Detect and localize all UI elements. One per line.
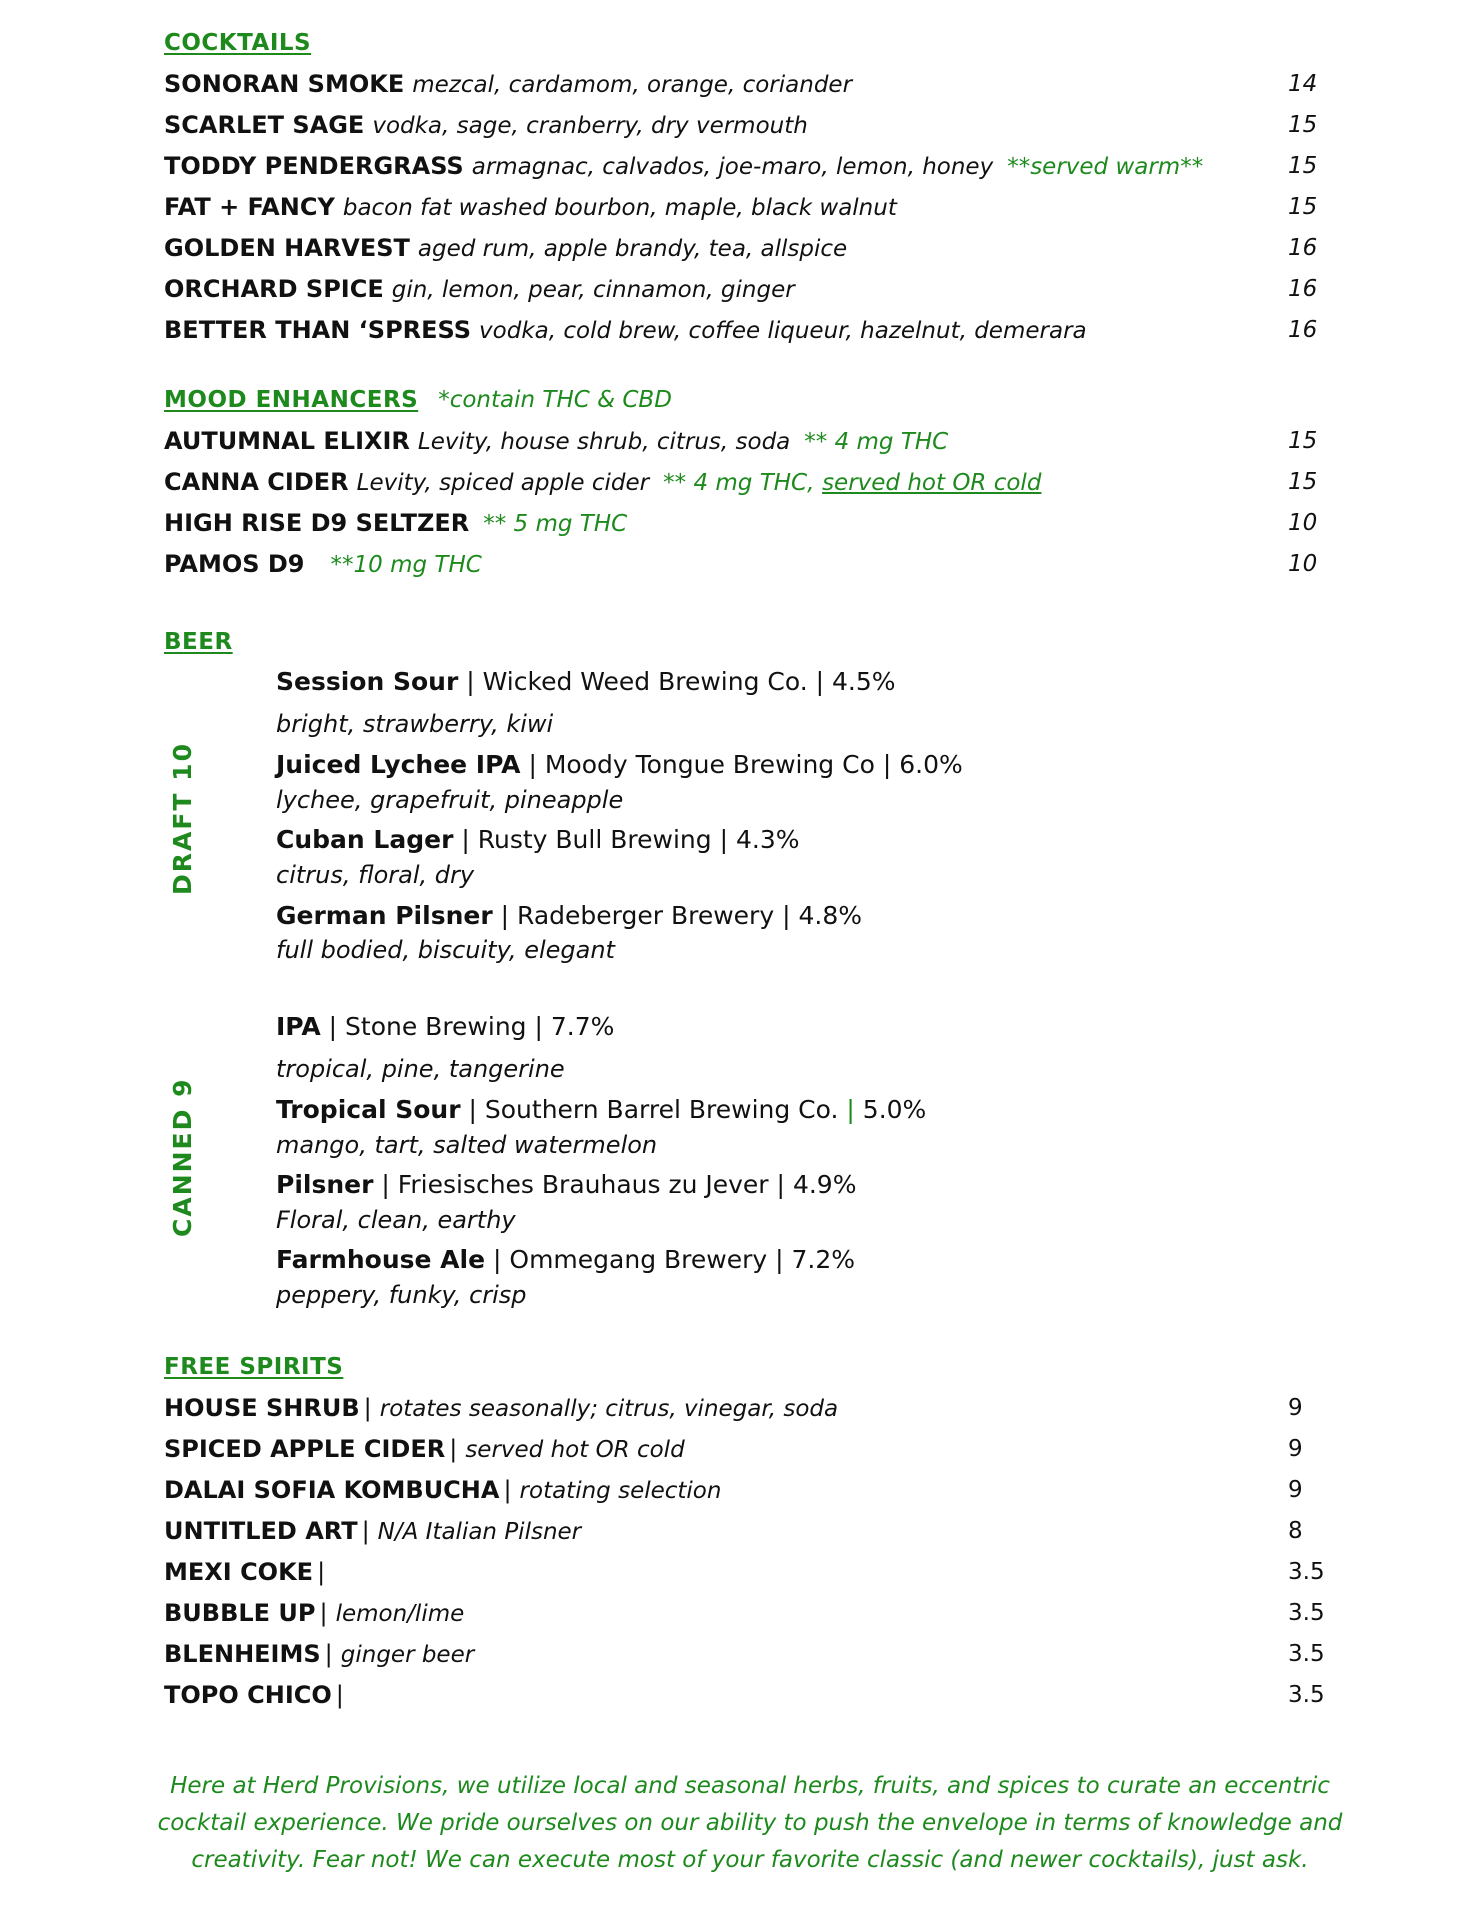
item-price: 9 bbox=[1288, 1395, 1303, 1421]
beer-name: Cuban Lager bbox=[276, 825, 454, 854]
beer-notes: full bodied, biscuity, elegant bbox=[276, 936, 615, 964]
beer-item: Juiced Lychee IPA | Moody Tongue Brewing Co | 6.0% bbox=[276, 750, 963, 779]
item-name: ORCHARD SPICE bbox=[164, 275, 384, 303]
beer-notes: lychee, grapefruit, pineapple bbox=[276, 786, 624, 814]
beer-item: Session Sour | Wicked Weed Brewing Co. | 4.5% bbox=[276, 667, 896, 696]
item-name: SPICED APPLE CIDER bbox=[164, 1435, 446, 1463]
item-desc: ginger beer bbox=[340, 1642, 475, 1668]
beer-notes: Floral, clean, earthy bbox=[276, 1206, 516, 1234]
item-price: 15 bbox=[1288, 428, 1318, 454]
item-desc: mezcal, cardamom, orange, coriander bbox=[412, 72, 853, 98]
item-price: 10 bbox=[1288, 551, 1318, 577]
item-desc: armagnac, calvados, joe-maro, lemon, honey bbox=[471, 154, 994, 180]
item-price: 16 bbox=[1288, 317, 1318, 343]
item-price: 15 bbox=[1288, 469, 1318, 495]
beer-name: Session Sour bbox=[276, 667, 459, 696]
menu-item bbox=[164, 547, 1364, 581]
beer-item: German Pilsner | Radeberger Brewery | 4.8% bbox=[276, 901, 862, 930]
item-name: BLENHEIMS bbox=[164, 1640, 321, 1668]
serve-link: served hot OR cold bbox=[822, 470, 1042, 496]
menu-item bbox=[164, 272, 1364, 306]
item-note: ** 5 mg THC bbox=[483, 511, 628, 537]
menu-item: SPICED APPLE CIDER | served hot OR cold 9 bbox=[164, 1432, 1364, 1466]
menu-item bbox=[164, 190, 1364, 224]
abv: 4.5% bbox=[832, 667, 896, 696]
item-desc: rotates seasonally; citrus, vinegar, soda bbox=[379, 1396, 839, 1422]
item-desc: aged rum, apple brandy, tea, allspice bbox=[417, 236, 848, 262]
item-price: 15 bbox=[1288, 194, 1318, 220]
brewery: Southern Barrel Brewing Co. bbox=[484, 1095, 839, 1124]
menu-item bbox=[164, 465, 1364, 499]
beer-name: German Pilsner bbox=[276, 901, 493, 930]
menu-item: HOUSE SHRUB | rotates seasonally; citrus, vinegar, soda 9 bbox=[164, 1391, 1364, 1425]
mood-heading bbox=[164, 385, 672, 415]
abv: 4.9% bbox=[792, 1170, 857, 1199]
item-price: 3.5 bbox=[1288, 1559, 1325, 1585]
brewery: Radeberger Brewery bbox=[517, 901, 775, 930]
beer-notes: citrus, floral, dry bbox=[276, 861, 475, 889]
beer-item: IPA | Stone Brewing | 7.7% bbox=[276, 1012, 615, 1041]
beer-name: Tropical Sour bbox=[276, 1095, 461, 1124]
item-name: GOLDEN HARVEST bbox=[164, 234, 410, 262]
item-desc: vodka, sage, cranberry, dry vermouth bbox=[372, 113, 808, 139]
beer-name: Pilsner bbox=[276, 1170, 374, 1199]
item-name: HOUSE SHRUB bbox=[164, 1394, 360, 1422]
item-name: AUTUMNAL ELIXIR bbox=[164, 427, 410, 455]
item-name: TODDY PENDERGRASS bbox=[164, 152, 464, 180]
beer-notes: bright, strawberry, kiwi bbox=[276, 710, 554, 738]
beer-notes: tropical, pine, tangerine bbox=[276, 1055, 565, 1083]
beer-item: Pilsner | Friesisches Brauhaus zu Jever | 4.9% bbox=[276, 1170, 857, 1199]
item-name: CANNA CIDER bbox=[164, 468, 349, 496]
item-name: TOPO CHICO bbox=[164, 1681, 332, 1709]
item-desc: N/A Italian Pilsner bbox=[377, 1519, 582, 1545]
item-price: 3.5 bbox=[1288, 1682, 1325, 1708]
menu-item bbox=[164, 313, 1364, 347]
abv: 4.3% bbox=[735, 825, 800, 854]
item-desc: vodka, cold brew, coffee liqueur, hazelnut, demerara bbox=[479, 318, 1087, 344]
item-name: PAMOS D9 bbox=[164, 550, 305, 578]
abv: 7.7% bbox=[550, 1012, 615, 1041]
beer-name: Farmhouse Ale bbox=[276, 1245, 486, 1274]
item-price: 9 bbox=[1288, 1436, 1303, 1462]
item-note: **served warm** bbox=[1007, 154, 1204, 180]
beer-item: Farmhouse Ale | Ommegang Brewery | 7.2% bbox=[276, 1245, 856, 1274]
menu-item bbox=[164, 506, 1364, 540]
abv: 6.0% bbox=[899, 750, 963, 779]
menu-item bbox=[164, 149, 1364, 183]
item-name: BETTER THAN ‘SPRESS bbox=[164, 316, 472, 344]
abv: 7.2% bbox=[791, 1245, 856, 1274]
item-desc: served hot OR cold bbox=[465, 1437, 685, 1463]
menu-item: DALAI SOFIA KOMBUCHA | rotating selection 9 bbox=[164, 1473, 1364, 1507]
item-name: UNTITLED ART bbox=[164, 1517, 358, 1545]
item-name: SCARLET SAGE bbox=[164, 111, 365, 139]
brewery: Friesisches Brauhaus zu Jever bbox=[397, 1170, 769, 1199]
beer-notes: peppery, funky, crisp bbox=[276, 1281, 527, 1309]
item-price: 3.5 bbox=[1288, 1600, 1325, 1626]
brewery: Moody Tongue Brewing Co bbox=[544, 750, 875, 779]
item-desc: lemon/lime bbox=[335, 1601, 465, 1627]
item-name: MEXI COKE bbox=[164, 1558, 314, 1586]
beer-item: Tropical Sour | Southern Barrel Brewing Co. | 5.0% bbox=[276, 1095, 927, 1124]
item-desc: rotating selection bbox=[519, 1478, 722, 1504]
item-price: 3.5 bbox=[1288, 1641, 1325, 1667]
item-price: 16 bbox=[1288, 235, 1318, 261]
item-note: ** 4 mg THC bbox=[804, 429, 949, 455]
item-desc: gin, lemon, pear, cinnamon, ginger bbox=[391, 277, 795, 303]
item-price: 9 bbox=[1288, 1477, 1303, 1503]
cocktails-heading: COCKTAILS bbox=[164, 30, 312, 56]
item-note: ** 4 mg THC, bbox=[663, 470, 815, 496]
item-desc: Levity, spiced apple cider bbox=[356, 470, 650, 496]
beer-name: IPA bbox=[276, 1012, 321, 1041]
brewery: Stone Brewing bbox=[345, 1012, 527, 1041]
mood-title: MOOD ENHANCERS bbox=[164, 387, 419, 413]
menu-item: BUBBLE UP | lemon/lime 3.5 bbox=[164, 1596, 1364, 1630]
item-name: SONORAN SMOKE bbox=[164, 70, 405, 98]
canned-label: CANNED 9 bbox=[168, 1077, 197, 1237]
menu-item: UNTITLED ART | N/A Italian Pilsner 8 bbox=[164, 1514, 1364, 1548]
beer-name: Juiced Lychee IPA bbox=[276, 750, 521, 779]
beer-heading: BEER bbox=[164, 629, 233, 655]
item-desc: bacon fat washed bourbon, maple, black walnut bbox=[342, 195, 897, 221]
brewery: Ommegang Brewery bbox=[509, 1245, 768, 1274]
menu-item: BLENHEIMS | ginger beer 3.5 bbox=[164, 1637, 1364, 1671]
menu-item bbox=[164, 67, 1364, 101]
item-name: BUBBLE UP bbox=[164, 1599, 316, 1627]
menu-item bbox=[164, 231, 1364, 265]
beer-notes: mango, tart, salted watermelon bbox=[276, 1131, 658, 1159]
item-name: HIGH RISE D9 SELTZER bbox=[164, 509, 470, 537]
item-price: 10 bbox=[1288, 510, 1318, 536]
item-name: FAT + FANCY bbox=[164, 193, 335, 221]
beer-item: Cuban Lager | Rusty Bull Brewing | 4.3% bbox=[276, 825, 800, 854]
item-note: **10 mg THC bbox=[330, 552, 482, 578]
item-price: 15 bbox=[1288, 112, 1318, 138]
menu-item bbox=[164, 424, 1364, 458]
mood-note: *contain THC & CBD bbox=[438, 387, 672, 413]
item-price: 8 bbox=[1288, 1518, 1303, 1544]
menu-item: TOPO CHICO | 3.5 bbox=[164, 1678, 1364, 1712]
menu-item bbox=[164, 108, 1364, 142]
footer-blurb: Here at Herd Provisions, we utilize local and seasonal herbs, fruits, and spices to curate an eccentric cocktail experience. We pride ourselves on our ability to push the envelope in terms of knowledge and creativity. Fear not! We can execute most of your favorite classic (and newer cocktails), just ask. bbox=[157, 1773, 1343, 1873]
item-name: DALAI SOFIA KOMBUCHA bbox=[164, 1476, 500, 1504]
item-price: 15 bbox=[1288, 153, 1318, 179]
item-price: 14 bbox=[1288, 71, 1318, 97]
item-price: 16 bbox=[1288, 276, 1318, 302]
abv: 4.8% bbox=[798, 901, 862, 930]
brewery: Wicked Weed Brewing Co. bbox=[482, 667, 808, 696]
menu-item: MEXI COKE | 3.5 bbox=[164, 1555, 1364, 1589]
abv: 5.0% bbox=[862, 1095, 927, 1124]
brewery: Rusty Bull Brewing bbox=[477, 825, 712, 854]
free-spirits-heading: FREE SPIRITS bbox=[164, 1354, 344, 1380]
draft-label: DRAFT 10 bbox=[168, 742, 197, 895]
item-desc: Levity, house shrub, citrus, soda bbox=[417, 429, 791, 455]
